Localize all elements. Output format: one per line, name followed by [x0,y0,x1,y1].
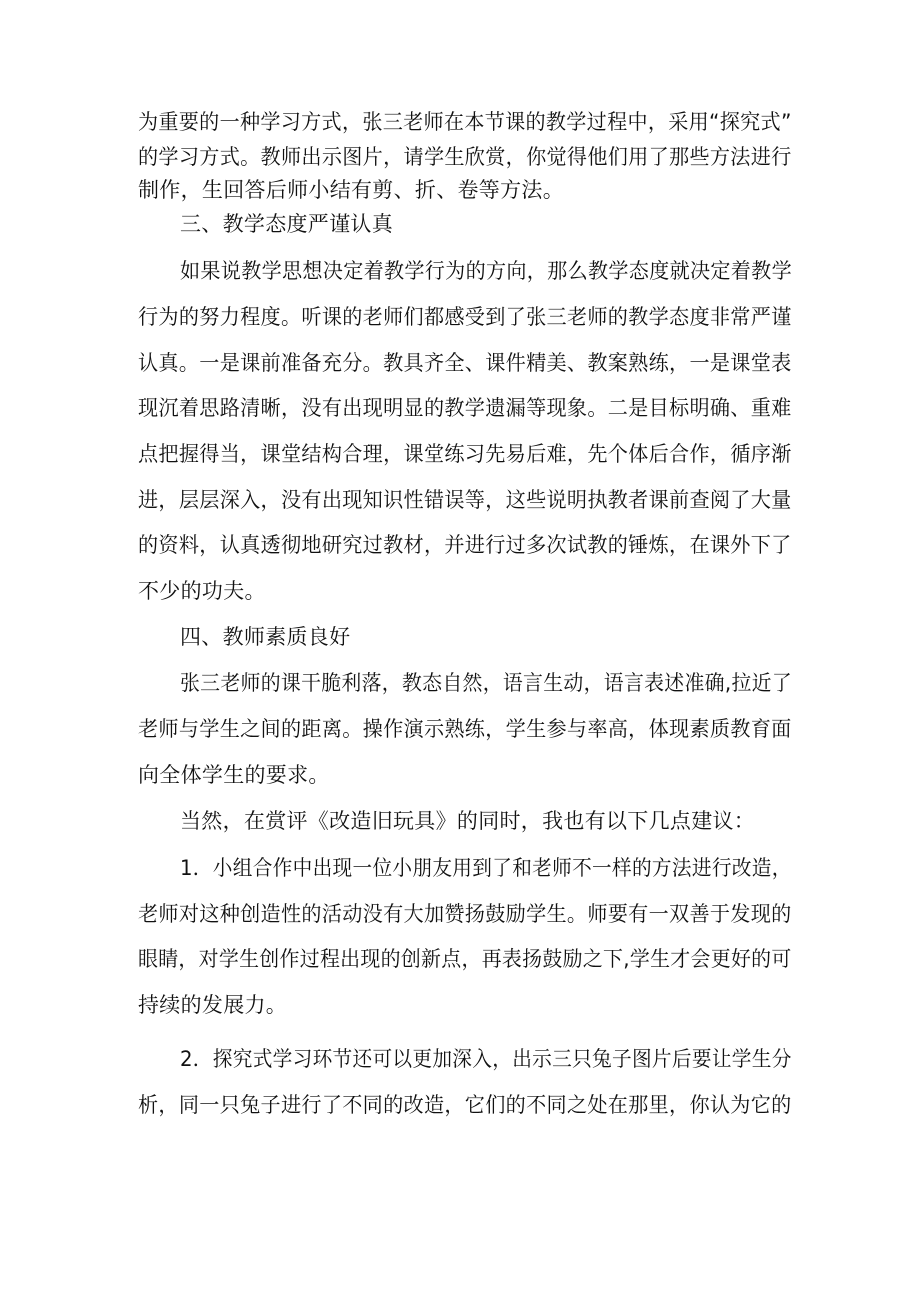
section-heading: 四、教师素质良好 [180,625,351,649]
paragraph-line: 的资料，认真透彻地研究过教材，并进行过多次试教的锤炼，在课外下了 [138,533,792,557]
paragraph-line: 的学习方式。教师出示图片，请学生欣赏，你觉得他们用了那些方法进行 [138,145,792,169]
paragraph-line: 进，层层深入，没有出现知识性错误等，这些说明执教者课前查阅了大量 [138,488,792,512]
paragraph-line: 点把握得当，课堂结构合理，课堂练习先易后难，先个体后合作，循序渐 [138,442,792,466]
paragraph-line: 制作，生回答后师小结有剪、折、卷等方法。 [138,178,564,202]
paragraph-line: 当然，在赏评《改造旧玩具》的同时，我也有以下几点建议： [180,809,756,833]
list-item-line: 1．小组合作中出现一位小朋友用到了和老师不一样的方法进行改造， [180,856,792,880]
list-item-line: 析，同一只兔子进行了不同的改造，它们的不同之处在那里，你认为它的 [138,1093,792,1117]
paragraph-line: 老师与学生之间的距离。操作演示熟练，学生参与率高，体现素质教育面 [138,717,792,741]
paragraph-line: 向全体学生的要求。 [138,763,330,787]
list-item-line: 老师对这种创造性的活动没有大加赞扬鼓励学生。师要有一双善于发现的 [138,902,792,926]
list-item-line: 眼睛，对学生创作过程出现的创新点，再表扬鼓励之下,学生才会更好的可 [138,947,792,971]
paragraph-line: 行为的努力程度。听课的老师们都感受到了张三老师的教学态度非常严谨 [138,305,792,329]
paragraph-line: 为重要的一种学习方式，张三老师在本节课的教学过程中，采用“探究式” [138,110,792,134]
list-item-line: 2．探究式学习环节还可以更加深入，出示三只兔子图片后要让学生分 [180,1047,792,1071]
paragraph-line: 不少的功夫。 [138,579,266,603]
list-item-line: 持续的发展力。 [138,993,288,1017]
paragraph-line: 认真。一是课前准备充分。教具齐全、课件精美、教案熟练，一是课堂表 [138,351,792,375]
paragraph-line: 现沉着思路清晰，没有出现明显的教学遗漏等现象。二是目标明确、重难 [138,396,792,420]
paragraph-line: 如果说教学思想决定着教学行为的方向，那么教学态度就决定着教学 [180,259,792,283]
paragraph-line: 张三老师的课干脆利落，教态自然，语言生动，语言表述准确,拉近了 [180,671,793,695]
section-heading: 三、教学态度严谨认真 [180,212,393,236]
